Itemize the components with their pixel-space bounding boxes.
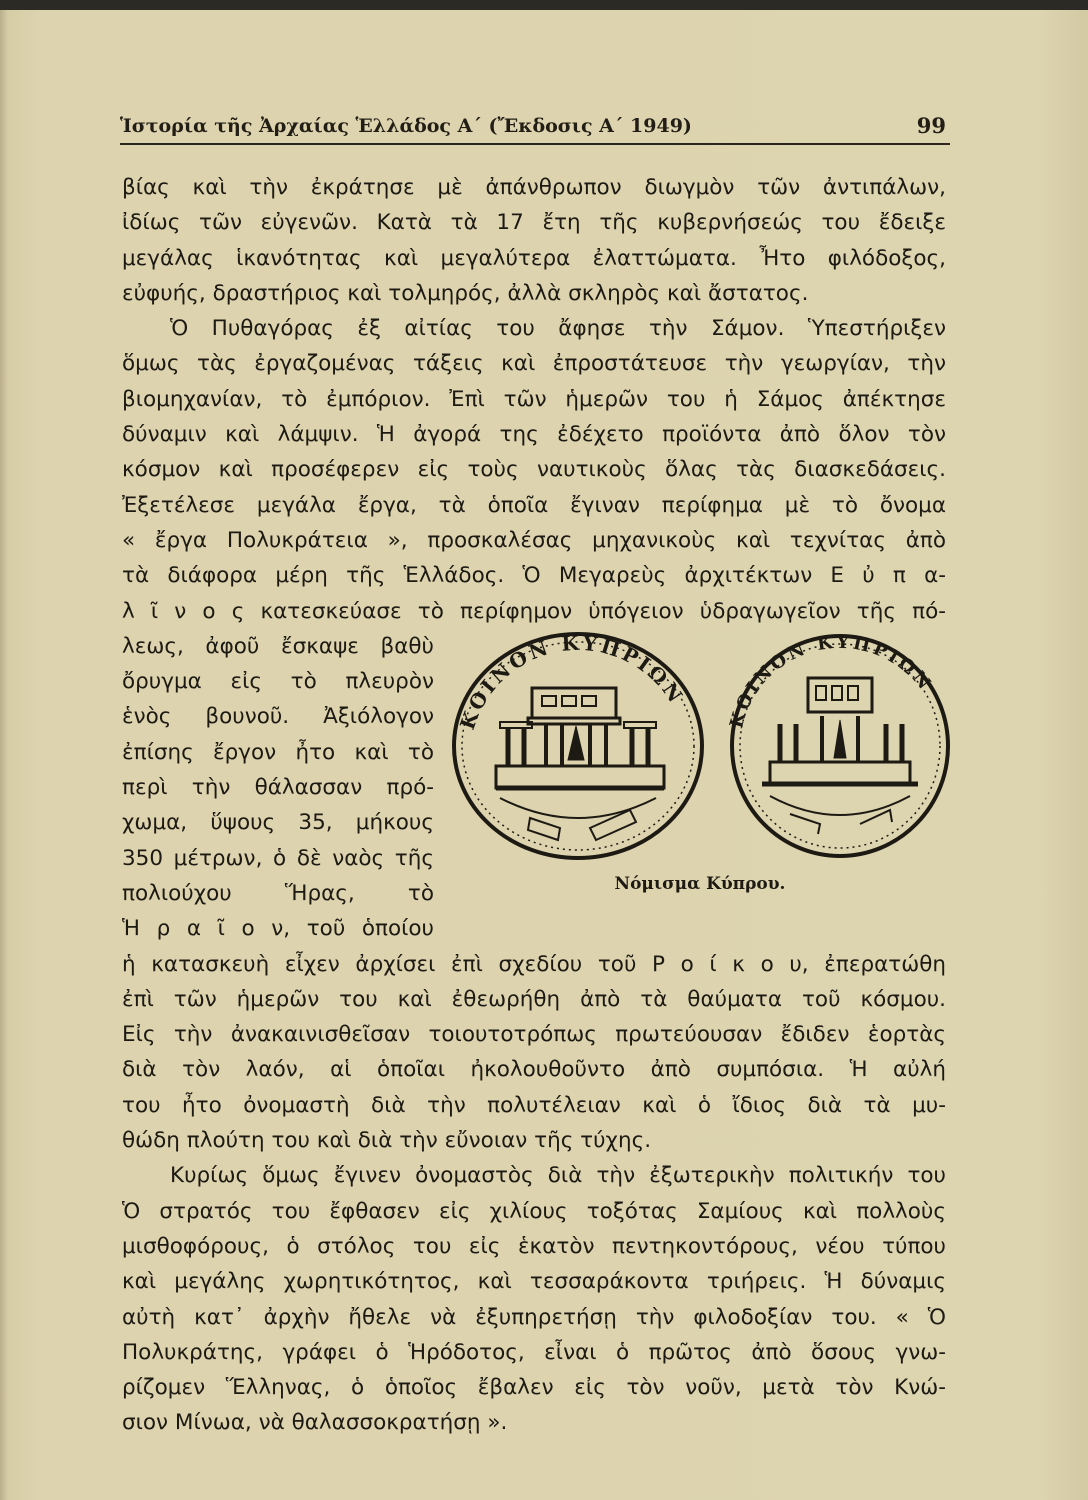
text-line: σιον Μίνωα, νὰ θαλασσοκρατήσῃ ». (122, 1410, 508, 1436)
side-text-line: χωμα, ὕψους 35, μήκους (122, 810, 434, 836)
text-line: καὶ μεγάλης χωρητικότητος, καὶ τεσσαράκοντα τριήρεις. Ἡ δύναμις (122, 1269, 946, 1295)
text-line: ὅμως τὰς ἐργαζομένας τάξεις καὶ ἐπροστάτευσε τὴν γεωργίαν, τὴν (122, 351, 946, 377)
coin-figure (440, 628, 952, 908)
text-line: ἰδίως τῶν εὐγενῶν. Κατὰ τὰ 17 ἔτη τῆς κυβερνήσεώς του ἔδειξε (122, 210, 946, 236)
side-text-line: 350 μέτρων, ὁ δὲ ναὸς τῆς (122, 845, 434, 871)
coin-illustration (440, 628, 952, 868)
text-line: αὐτὴ κατ᾽ ἀρχὴν ἤθελε νὰ ἐξυπηρετήσῃ τὴν φιλοδοξίαν του. « Ὁ (122, 1304, 946, 1330)
text-line: βίας καὶ τὴν ἐκράτησε μὲ ἀπάνθρωπον διωγμὸν τῶν ἀντιπάλων, (122, 175, 946, 200)
text-line: Ἐξετέλεσε μεγάλα ἔργα, τὰ ὁποῖα ἔγιναν περίφημα μὲ τὸ ὄνομα (122, 492, 946, 518)
text-line: διὰ τὸν λαόν, αἱ ὁποῖαι ἠκολουθοῦντο ἀπὸ συμπόσια. Ἡ αὐλή (122, 1057, 946, 1083)
side-text-line: ἑνὸς βουνοῦ. Ἀξιόλογον (122, 704, 434, 730)
coin-right-inscription: ΚΟΙΝΟΝ ΚΥΠΡΙΩΝ (725, 631, 937, 731)
text-line: μισθοφόρους, ὁ στόλος του εἰς ἑκατὸν πεντηκοντόρους, νέου τύπου (122, 1233, 946, 1259)
text-line: του ἦτο ὀνομαστὴ διὰ τὴν πολυτέλειαν καὶ ὁ ἴδιος διὰ τὰ μυ- (122, 1092, 946, 1118)
header-title: Ἱστορία τῆς Ἀρχαίας Ἑλλάδος Α΄ (Ἔκδοσις Α΄ 1949) (120, 115, 692, 137)
page-number: 99 (916, 113, 946, 138)
side-text-line: ἐπίσης ἔργον ἦτο καὶ τὸ (122, 739, 434, 765)
text-line: Εἰς τὴν ἀνακαινισθεῖσαν τοιουτοτρόπως πρωτεύουσαν ἔδιδεν ἑορτὰς (122, 1022, 946, 1048)
coin-left-inscription: ΚΟΙΝΟΝ ΚΥΠΡΙΩΝ (455, 630, 690, 733)
side-text-line: ὄρυγμα εἰς τὸ πλευρὸν (122, 669, 434, 695)
text-line: ἡ κατασκευὴ εἶχεν ἀρχίσει ἐπὶ σχεδίου τοῦ Ρ ο ί κ ο υ, ἐπερατώθη (122, 951, 946, 977)
scan-edge (0, 0, 1088, 10)
text-line: βιομηχανίαν, τὸ ἐμπόριον. Ἐπὶ τῶν ἡμερῶν του ἡ Σάμος ἀπέκτησε (122, 386, 946, 412)
text-line: Κυρίως ὅμως ἔγινεν ὀνομαστὸς διὰ τὴν ἐξωτερικὴν πολιτικήν του (170, 1163, 946, 1189)
side-text-line: Ἡ ρ α ῖ ο ν, τοῦ ὁποίου (122, 916, 434, 942)
text-line: δύναμιν καὶ λάμψιν. Ἡ ἀγορά της ἐδέχετο προϊόντα ἀπὸ ὅλον τὸν (122, 422, 946, 448)
coin-left (454, 631, 702, 858)
text-line: Ὁ Πυθαγόρας ἐξ αἰτίας του ἄφησε τὴν Σάμον. Ὑπεστήριξεν (170, 316, 946, 342)
text-line: Πολυκράτης, γράφει ὁ Ἡρόδοτος, εἶναι ὁ πρῶτος ἀπὸ ὅσους γνω- (122, 1339, 946, 1365)
coin-right (726, 632, 948, 856)
running-header (120, 113, 950, 145)
svg-text:ΚΟΙΝΟΝ ΚΥΠΡΙΩΝ (726, 632, 936, 731)
text-line: ἐπὶ τῶν ἡμερῶν του καὶ ἐθεωρήθη ἀπὸ τὰ θαύματα τοῦ κόσμου. (122, 986, 946, 1012)
text-line: ρίζομεν Ἕλληνας, ὁ ὁποῖος ἔβαλεν εἰς τὸν νοῦν, μετὰ τὸν Κνώ- (122, 1375, 946, 1401)
text-line: λ ῖ ν ο ς κατεσκεύασε τὸ περίφημον ὑπόγειον ὑδραγωγεῖον τῆς πό- (122, 598, 946, 624)
figure-caption: Νόμισμα Κύπρου. (614, 874, 786, 894)
text-line: τὰ διάφορα μέρη τῆς Ἑλλάδος. Ὁ Μεγαρεὺς ἀρχιτέκτων Ε ὐ π α- (122, 563, 946, 589)
text-line: μεγάλας ἱκανότητας καὶ μεγαλύτερα ἐλαττώματα. Ἦτο φιλόδοξος, (122, 245, 946, 271)
side-text-line: περὶ τὴν θάλασσαν πρό- (122, 775, 434, 801)
text-line: θώδη πλούτη του καὶ διὰ τὴν εὔνοιαν τῆς τύχης. (122, 1128, 652, 1154)
side-text-line: λεως, ἀφοῦ ἔσκαψε βαθὺ (122, 633, 434, 659)
text-line: « ἔργα Πολυκράτεια », προσκαλέσας μηχανικοὺς καὶ τεχνίτας ἀπὸ (122, 527, 946, 553)
text-line: κόσμον καὶ προσέφερεν εἰς τοὺς ναυτικοὺς ὅλας τὰς διασκεδάσεις. (122, 457, 946, 483)
text-line: εὐφυής, δραστήριος καὶ τολμηρός, ἀλλὰ σκληρὸς καὶ ἄστατος. (122, 280, 809, 306)
text-line: Ὁ στρατός του ἔφθασεν εἰς χιλίους τοξότας Σαμίους καὶ πολλοὺς (122, 1198, 946, 1224)
side-text-line: πολιούχου Ἥρας, τὸ (122, 880, 434, 906)
